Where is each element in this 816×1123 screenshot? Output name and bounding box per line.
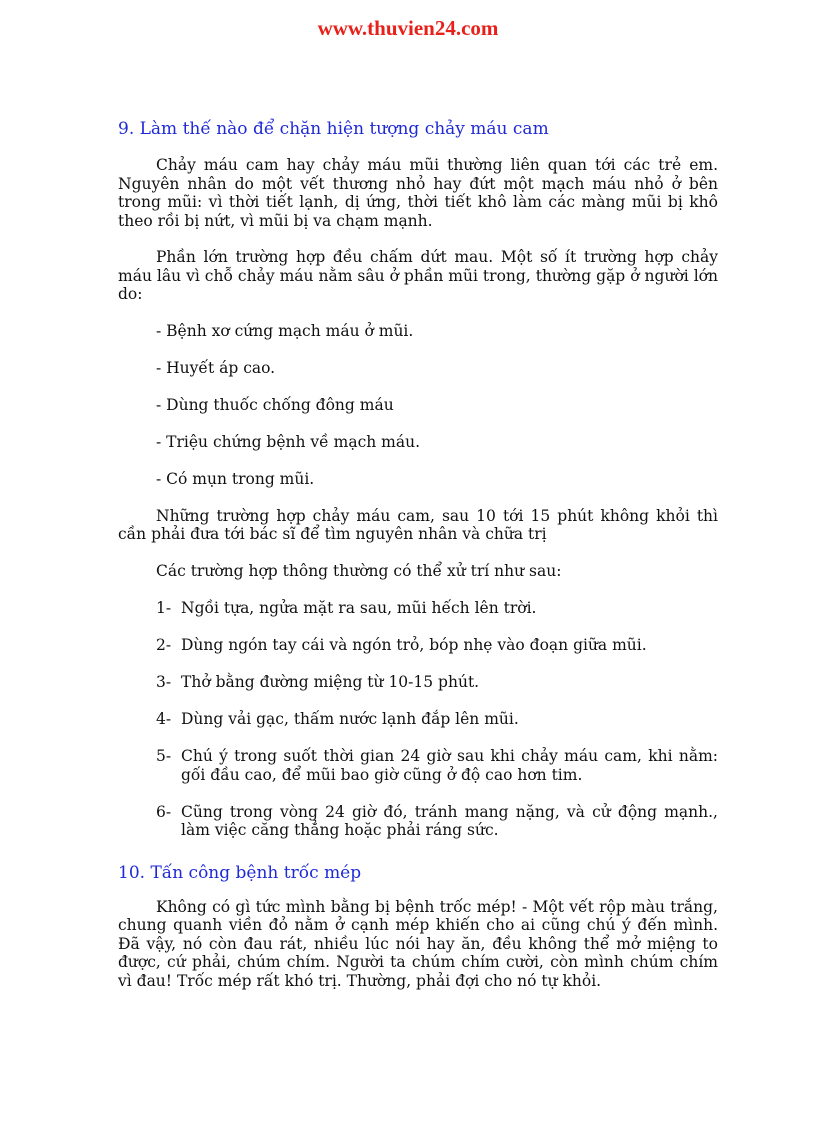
list-text: Ngồi tựa, ngửa mặt ra sau, mũi hếch lên trời. <box>181 599 537 617</box>
site-header: www.thuvien24.com <box>317 16 499 40</box>
list-item <box>118 673 718 692</box>
section-9-title: 9. Làm thế nào để chặn hiện tượng chảy máu cam <box>118 119 549 139</box>
list-item: - Huyết áp cao. <box>156 358 276 377</box>
list-item <box>118 599 718 618</box>
paragraph: Không có gì tức mình bằng bị bệnh trốc mép! - Một vết rộp màu trắng, chung quanh viền đỏ nằm ở cạnh mép khiến cho ai cũng chú ý đến mình. Đã vậy, nó còn đau rát, nhiều lúc nói hay ăn, đều không thể mở miệng to được, cứ phải, chúm chím. Người ta chúm chím cười, còn mình chúm chím vì đau! Trốc mép rất khó trị. Thường, phải đợi cho nó tự khỏi. <box>118 897 718 990</box>
list-item: - Bệnh xơ cứng mạch máu ở mũi. <box>156 321 414 340</box>
paragraph: Những trường hợp chảy máu cam, sau 10 tới 15 phút không khỏi thì cần phải đưa tới bác sĩ để tìm nguyên nhân và chữa trị <box>118 506 718 543</box>
list-item: - Có mụn trong mũi. <box>156 469 315 488</box>
list-item <box>118 710 718 729</box>
list-text: Cũng trong vòng 24 giờ đó, tránh mang nặng, và cử động mạnh., làm việc căng thẳng hoặc phải ráng sức. <box>181 802 718 839</box>
list-item <box>118 803 718 840</box>
list-text: Dùng ngón tay cái và ngón trỏ, bóp nhẹ vào đoạn giữa mũi. <box>181 636 647 654</box>
paragraph: Các trường hợp thông thường có thể xử trí như sau: <box>156 562 562 580</box>
list-number: 1- <box>156 599 172 617</box>
list-number: 2- <box>156 636 172 654</box>
list-number: 3- <box>156 673 172 691</box>
list-number: 6- <box>156 802 172 821</box>
list-number: 5- <box>156 747 172 765</box>
section-10-title: 10. Tấn công bệnh trốc mép <box>118 862 362 883</box>
paragraph: Chảy máu cam hay chảy máu mũi thường liên quan tới các trẻ em. Nguyên nhân do một vết thương nhỏ hay đứt một mạch máu nhỏ ở bên trong mũi: vì thời tiết lạnh, dị ứng, thời tiết khô làm các màng mũi bị khô theo rồi bị nứt, vì mũi bị va chạm mạnh. <box>118 156 718 230</box>
list-number: 4- <box>156 710 172 728</box>
list-text: Thở bằng đường miệng từ 10-15 phút. <box>181 673 480 691</box>
paragraph: Phần lớn trường hợp đều chấm dứt mau. Một số ít trường hợp chảy máu lâu vì chỗ chảy máu nằm sâu ở phần mũi trong, thường gặp ở người lớn do: <box>118 248 718 303</box>
list-item: - Triệu chứng bệnh về mạch máu. <box>156 432 421 451</box>
list-item <box>118 636 718 655</box>
list-item: - Dùng thuốc chống đông máu <box>156 395 394 414</box>
list-text: Chú ý trong suốt thời gian 24 giờ sau khi chảy máu cam, khi nằm: gối đầu cao, để mũi bao giờ cũng ở độ cao hơn tim. <box>181 747 718 784</box>
list-text: Dùng vải gạc, thấm nước lạnh đắp lên mũi. <box>181 710 519 728</box>
page-content <box>118 118 718 990</box>
list-item <box>118 747 718 784</box>
